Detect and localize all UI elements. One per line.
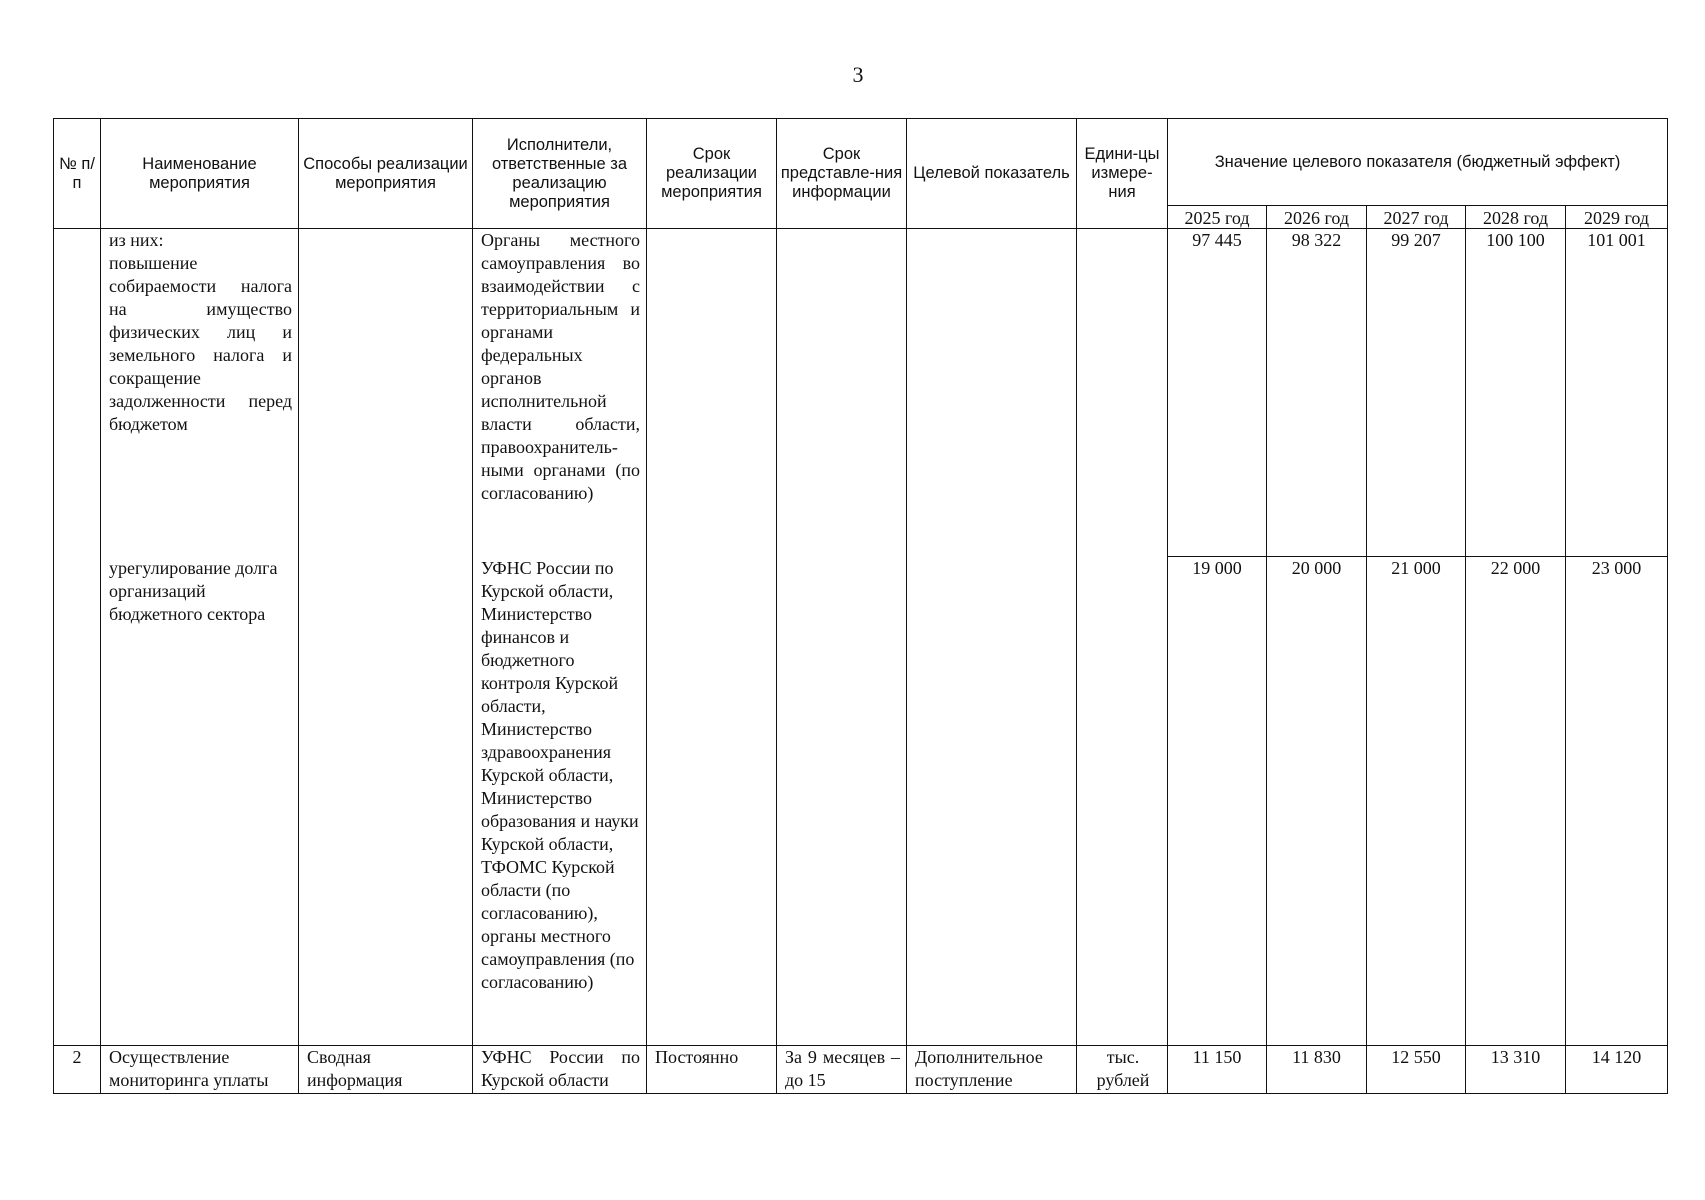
header-units: Едини-цы измере-ния — [1077, 119, 1168, 229]
row-num: 2 — [54, 1046, 101, 1094]
row-units-text: тыс. рублей — [1096, 1047, 1150, 1090]
measures-table — [53, 118, 1668, 1094]
header-year-2028: 2028 год — [1466, 206, 1566, 229]
row-report-term — [777, 229, 907, 1046]
header-value-group: Значение целевого показателя (бюджетный эффект) — [1168, 119, 1668, 206]
header-num: № п/п — [54, 119, 101, 229]
row-executors — [473, 229, 647, 557]
value-2026: 98 322 — [1267, 229, 1367, 557]
value-2025: 97 445 — [1168, 229, 1267, 557]
header-methods: Способы реализации мероприятия — [299, 119, 473, 229]
row-executors-text: Органы местного самоуправления во взаимодействии с территориальным и органами федеральных органов исполнительной власти области, правоохранитель-ными органами (по согласованию) — [481, 230, 640, 503]
header-year-2029: 2029 год — [1566, 206, 1668, 229]
header-term: Срок реализации мероприятия — [647, 119, 777, 229]
header-year-2026: 2026 год — [1267, 206, 1367, 229]
row-executors-text: УФНС России по Курской области, Министерство финансов и бюджетного контроля Курской области, Министерство здравоохранения Курской области, Министерство образования и науки Курской области, ТФОМС Курской области (по согласованию), органы местного самоуправления (по согласованию) — [481, 557, 639, 992]
row-report-term-text: За 9 месяцев – до 15 — [785, 1047, 900, 1090]
value-2028: 100 100 — [1466, 229, 1566, 557]
page-number: 3 — [852, 62, 864, 87]
row-target — [907, 1046, 1077, 1094]
row-methods — [299, 1046, 473, 1094]
row-units — [1077, 229, 1168, 1046]
row-report-term — [777, 1046, 907, 1094]
row-target — [907, 229, 1077, 1046]
value-2028: 13 310 — [1466, 1046, 1566, 1094]
value-2028: 22 000 — [1466, 557, 1566, 1046]
value-2026: 11 830 — [1267, 1046, 1367, 1094]
row-num — [54, 229, 101, 1046]
value-2027: 12 550 — [1367, 1046, 1466, 1094]
row-target-text: Дополнительное поступление — [915, 1047, 1043, 1090]
row-executors-text: УФНС России по Курской области — [481, 1047, 640, 1090]
header-year-2027: 2027 год — [1367, 206, 1466, 229]
value-2029: 14 120 — [1566, 1046, 1668, 1094]
row-name — [101, 557, 299, 1046]
row-units — [1077, 1046, 1168, 1094]
row-name-text: урегулирование долга организаций бюджетного сектора — [109, 557, 278, 624]
value-2025: 11 150 — [1168, 1046, 1267, 1094]
row-term — [647, 1046, 777, 1094]
row-executors — [473, 1046, 647, 1094]
row-methods — [299, 229, 473, 1046]
value-2029: 23 000 — [1566, 557, 1668, 1046]
header-year-2025: 2025 год — [1168, 206, 1267, 229]
row-executors — [473, 557, 647, 1046]
row-name-text: Осуществление мониторинга уплаты — [109, 1047, 269, 1090]
table-row — [54, 1046, 1668, 1094]
row-name — [101, 229, 299, 557]
row-name-text: из них: повышение собираемости налога на имущество физических лиц и земельного налога и сокращение задолженности перед бюджетом — [109, 230, 292, 434]
header-executors: Исполнители, ответственные за реализацию мероприятия — [473, 119, 647, 229]
header-target: Целевой показатель — [907, 119, 1077, 229]
row-term — [647, 229, 777, 1046]
value-2027: 21 000 — [1367, 557, 1466, 1046]
value-2027: 99 207 — [1367, 229, 1466, 557]
value-2025: 19 000 — [1168, 557, 1267, 1046]
header-name: Наименование мероприятия — [101, 119, 299, 229]
value-2029: 101 001 — [1566, 229, 1668, 557]
table-row — [54, 229, 1668, 557]
row-methods-text: Сводная информация — [307, 1047, 403, 1090]
row-name — [101, 1046, 299, 1094]
row-term-text: Постоянно — [655, 1047, 739, 1067]
value-2026: 20 000 — [1267, 557, 1367, 1046]
header-report-term: Срок представле-ния информации — [777, 119, 907, 229]
